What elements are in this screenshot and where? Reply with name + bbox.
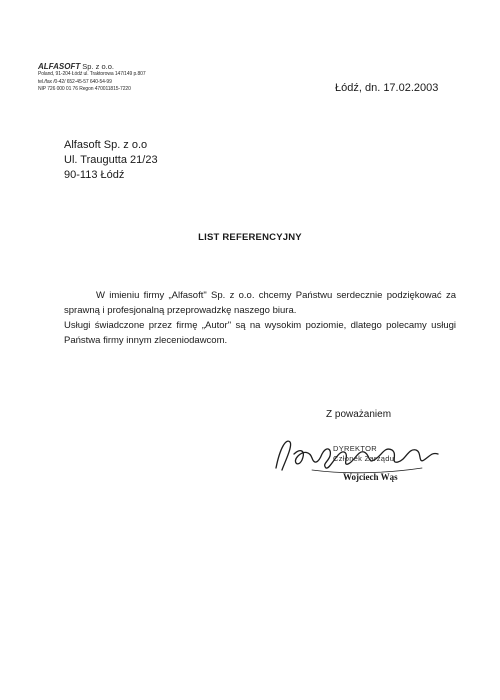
stamp-company-brand: ALFASOFT	[38, 62, 81, 71]
recipient-street: Ul. Traugutta 21/23	[64, 154, 158, 166]
recipient-city: 90-113 Łódź	[64, 169, 125, 181]
role-title: DYREKTOR	[333, 444, 377, 453]
stamp-company-suffix: Sp. z o.o.	[80, 62, 114, 71]
body-paragraph-2: Usługi świadczone przez firmę „Autor" są na wysokim poziomie, dlatego polecamy usługi Państwa firmy innym zleceniodawcom.	[64, 320, 456, 346]
stamp-company-name	[38, 62, 178, 71]
recipient-address	[64, 138, 158, 183]
letter-body	[64, 288, 456, 348]
signatory-role	[333, 444, 394, 463]
recipient-name: Alfasoft Sp. z o.o	[64, 139, 148, 151]
body-paragraph-1: W imieniu firmy „Alfasoft" Sp. z o.o. chcemy Państwu serdecznie podziękować za sprawną i profesjonalną przeprowadzkę naszego biura.	[64, 290, 456, 316]
stamp-tax-ids: NIP 726 000 01 76 Regon 470011815-7220	[38, 86, 131, 92]
company-letterhead-stamp	[38, 62, 178, 94]
signatory-name: Wojciech Wąs	[343, 472, 398, 482]
closing-salutation: Z poważaniem	[326, 409, 392, 420]
role-subtitle: Członek Zarządu	[333, 453, 395, 463]
stamp-phone: tel./fax /0-42/ 652-45-57 640-54-99	[38, 78, 112, 85]
document-title: LIST REFERENCYJNY	[198, 232, 302, 243]
stamp-address: Poland, 91-204 Łódź ul. Traktorowa 147/149 p.807	[38, 71, 146, 77]
letter-date: Łódź, dn. 17.02.2003	[335, 82, 439, 94]
